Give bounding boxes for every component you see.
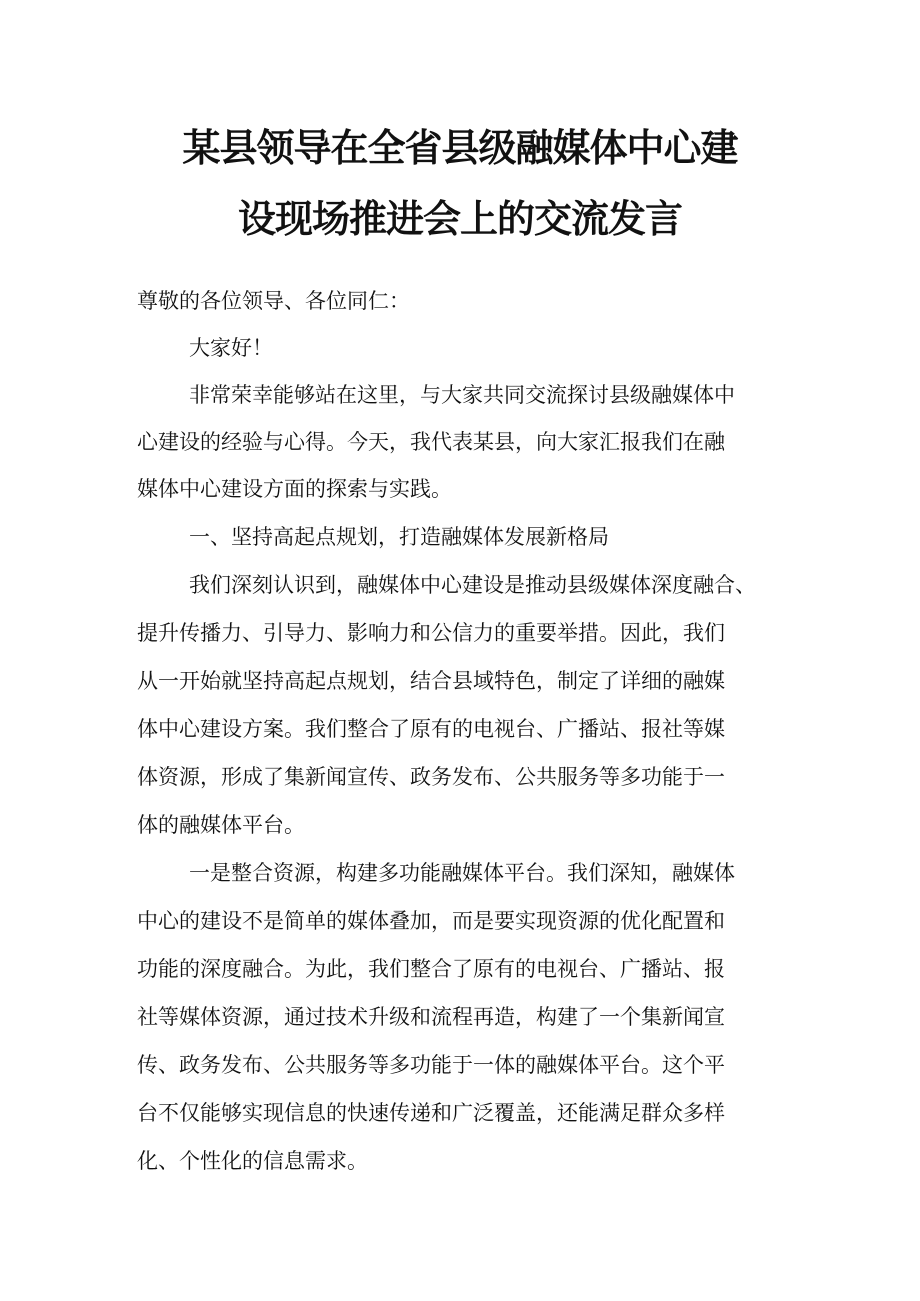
paragraph-line: 社等媒体资源，通过技术升级和流程再造，构建了一个集新闻宣	[137, 1005, 725, 1029]
paragraph-line: 体资源，形成了集新闻宣传、政务发布、公共服务等多功能于一	[137, 765, 725, 789]
paragraph-line: 台不仅能够实现信息的快速传递和广泛覆盖，还能满足群众多样	[137, 1101, 725, 1125]
paragraph-line: 一是整合资源，构建多功能融媒体平台。我们深知，融媒体	[189, 861, 735, 885]
paragraph-line: 功能的深度融合。为此，我们整合了原有的电视台、广播站、报	[137, 957, 725, 981]
paragraph-line: 体的融媒体平台。	[137, 813, 305, 837]
paragraph-line: 我们深刻认识到，融媒体中心建设是推动县级媒体深度融合、	[189, 573, 756, 597]
paragraph-line: 媒体中心建设方面的探索与实践。	[137, 477, 452, 501]
paragraph-line: 提升传播力、引导力、影响力和公信力的重要举措。因此，我们	[137, 621, 725, 645]
paragraph-line: 中心的建设不是简单的媒体叠加，而是要实现资源的优化配置和	[137, 909, 725, 933]
paragraph-line: 传、政务发布、公共服务等多功能于一体的融媒体平台。这个平	[137, 1053, 725, 1077]
document-title-line-2: 设现场推进会上的交流发言	[237, 197, 682, 241]
paragraph-line: 体中心建设方案。我们整合了原有的电视台、广播站、报社等媒	[137, 717, 725, 741]
section-heading: 一、坚持高起点规划，打造融媒体发展新格局	[189, 525, 609, 549]
paragraph-line: 化、个性化的信息需求。	[137, 1149, 368, 1173]
document-title-line-1: 某县领导在全省县级融媒体中心建	[182, 126, 738, 170]
paragraph-line: 从一开始就坚持高起点规划，结合县域特色，制定了详细的融媒	[137, 669, 725, 693]
paragraph-line: 非常荣幸能够站在这里，与大家共同交流探讨县级融媒体中	[189, 383, 735, 407]
greeting: 大家好！	[189, 336, 273, 360]
salutation: 尊敬的各位领导、各位同仁：	[137, 289, 410, 313]
paragraph-line: 心建设的经验与心得。今天，我代表某县，向大家汇报我们在融	[137, 430, 725, 454]
